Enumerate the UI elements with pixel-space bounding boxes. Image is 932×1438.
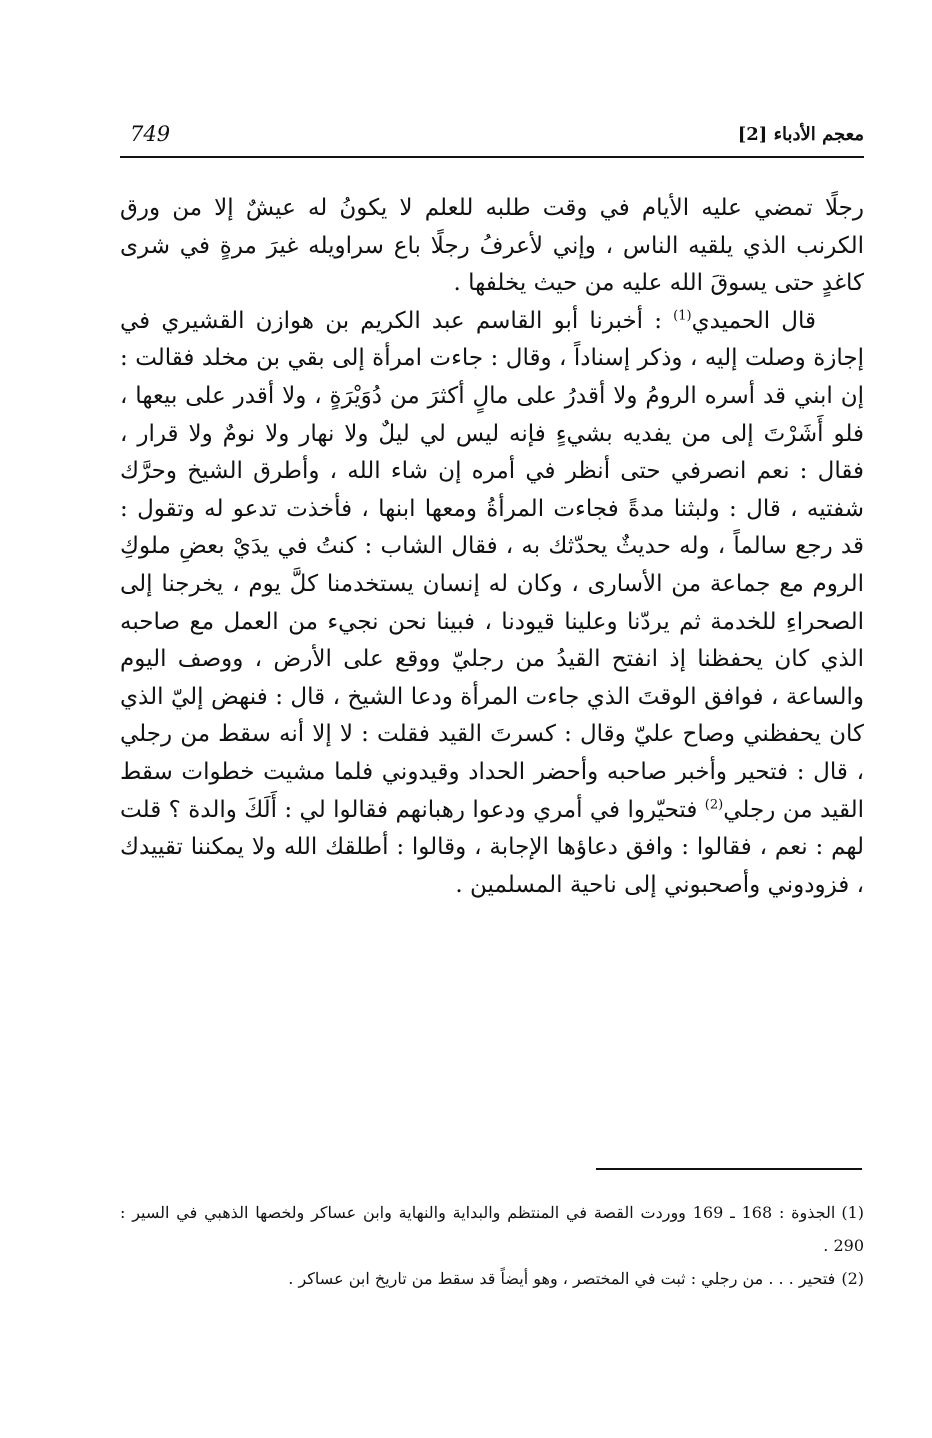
paragraph-2 [120, 303, 864, 905]
footnotes [120, 1196, 864, 1295]
footnote-ref-2: (2) [704, 796, 724, 812]
main-text [120, 190, 864, 904]
footnote-1 [120, 1196, 864, 1262]
footnote-2-text: فتحير . . . من رجلي : ثبت في المختصر ، وهو أيضاً قد سقط من تاريخ ابن عساكر . [288, 1269, 836, 1288]
page-header [120, 118, 864, 158]
footnote-separator [596, 1168, 862, 1170]
paragraph-1: رجلًا تمضي عليه الأيام في وقت طلبه للعلم لا يكونُ له عيشٌ إلا من ورق الكرنب الذي يلقيه الناس ، وإني لأعرفُ رجلًا باع سراويله غيرَ مرةٍ في شرى كاغدٍ حتى يسوقَ الله عليه من حيث يخلفها . [120, 195, 864, 297]
footnote-1-text: الجذوة : 168 ـ 169 ووردت القصة في المنتظم والبداية والنهاية وابن عساكر ولخصها الذهبي في السير : 290 . [120, 1203, 864, 1255]
running-title: معجم الأدباء [2] [737, 124, 864, 145]
paragraph-2-mid: : أخبرنا أبو القاسم عبد الكريم بن هوازن القشيري في إجازة وصلت إليه ، وذكر إسناداً ، وقال : جاءت امرأة إلى بقي بن مخلد فقالت : إن ابني قد أسره الرومُ ولا أقدرُ على مالٍ أكثرَ من دُوَيْرَةٍ ، ولا أقدر على بيعها ، فلو أَشَرْتَ إلى من يفديه بشيءٍ فإنه ليس لي ليلٌ ولا نهار ولا نومٌ ولا قرار ، فقال : نعم انصرفي حتى أنظر في أمره إن شاء الله ، وأطرق الشيخ وحرَّك شفتيه ، قال : ولبثنا مدةً فجاءت المرأةُ ومعها ابنها ، فأخذت تدعو له وتقول : قد رجع سالماً ، وله حديثٌ يحدّثك به ، فقال الشاب : كنتُ في يدَيْ بعضِ ملوكِ الروم مع جماعة من الأسارى ، وكان له إنسان يستخدمنا كلَّ يوم ، يخرجنا إلى الصحراءِ للخدمة ثم يردّنا وعلينا قيودنا ، فبينا نحن نجيء من العمل مع صاحبه الذي كان يحفظنا إذ انفتح القيدُ من رجليّ ووقع على الأرض ، ووصف اليوم والساعة ، فوافق الوقتَ الذي جاءت المرأة ودعا الشيخ ، قال : فنهض إليّ الذي كان يحفظني وصاح عليّ وقال : كسرتَ القيد فقلت : لا إلا أنه سقط من رجلي ، قال : فتحير وأخبر صاحبه وأحضر الحداد وقيدوني فلما مشيت خطوات سقط القيد من رجلي [120, 307, 864, 823]
footnote-2-number: (2) [841, 1269, 864, 1288]
footnote-ref-1: (1) [673, 308, 692, 324]
footnote-1-number: (1) [841, 1203, 865, 1222]
paragraph-2-end: فتحيّروا في أمري ودعوا رهبانهم فقالوا لي : أَلَكَ والدة ؟ قلت لهم : نعم ، فقالوا : وافق دعاؤها الإجابة ، وقالوا : أطلقك الله ولا يمكننا تقييدك ، فزودوني وأصحبوني إلى ناحية المسلمين . [120, 796, 864, 898]
paragraph-2-start: قال الحميدي [691, 307, 816, 334]
page-number: 749 [130, 122, 171, 146]
header-rule [120, 156, 864, 158]
footnote-2 [120, 1262, 864, 1295]
